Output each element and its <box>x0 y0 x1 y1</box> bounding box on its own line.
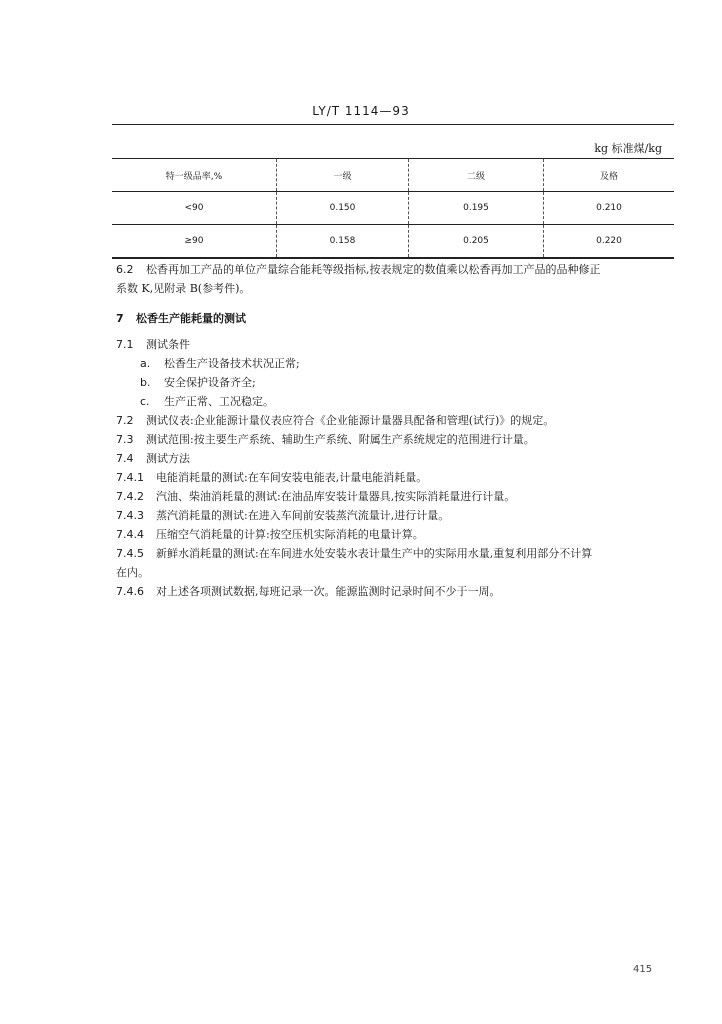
clause-number: 7.4.4 <box>116 528 144 541</box>
table-cell: 0.210 <box>544 192 675 225</box>
clause-7-1 <box>116 336 190 354</box>
clause-7-1-a <box>140 355 300 373</box>
energy-grade-table <box>112 159 674 259</box>
table-row <box>112 225 674 259</box>
clause-text: 汽油、柴油消耗量的测试:在油品库安装计量器具,按实际消耗量进行计量。 <box>156 490 516 503</box>
clause-7-4-5-cont <box>116 564 149 582</box>
clause-number: 7.4 <box>116 452 134 465</box>
column-header: 一级 <box>277 159 409 192</box>
paragraph-6-2-cont <box>116 280 250 298</box>
clause-text: 测试条件 <box>146 338 190 351</box>
clause-text: 在内。 <box>116 566 149 579</box>
paragraph-text: 系数 K,见附录 B(参考件)。 <box>116 282 251 295</box>
standard-code: LY/T 1114—93 <box>312 104 410 118</box>
clause-7-4 <box>116 450 190 468</box>
column-header: 及格 <box>544 159 675 192</box>
clause-number: 7.4.3 <box>116 509 144 522</box>
clause-text: 对上述各项测试数据,每班记录一次。能源监测时记录时间不少于一周。 <box>156 585 501 598</box>
table-cell: 0.150 <box>277 192 409 225</box>
clause-7-4-3 <box>116 507 449 525</box>
table-cell: ≥90 <box>112 225 277 259</box>
item-text: 生产正常、工况稳定。 <box>164 395 274 408</box>
table-cell: 0.158 <box>277 225 409 259</box>
clause-text: 测试仪表:企业能源计量仪表应符合《企业能源计量器具配备和管理(试行)》的规定。 <box>146 414 555 427</box>
clause-7-4-5 <box>116 545 592 563</box>
table-cell: 0.195 <box>409 192 544 225</box>
table-cell: <90 <box>112 192 277 225</box>
item-marker: c. <box>140 395 150 408</box>
table-header-row <box>112 159 674 192</box>
clause-text: 蒸汽消耗量的测试:在进入车间前安装蒸汽流量计,进行计量。 <box>156 509 450 522</box>
table-unit: kg 标准煤/kg <box>594 142 662 155</box>
column-header: 二级 <box>409 159 544 192</box>
clause-number: 7.4.1 <box>116 471 144 484</box>
clause-7-3 <box>116 431 535 449</box>
clause-7-1-c <box>140 393 274 411</box>
column-header: 特一级品率,% <box>112 159 277 192</box>
clause-text: 测试方法 <box>146 452 190 465</box>
clause-7-2 <box>116 412 554 430</box>
clause-text: 压缩空气消耗量的计算:按空压机实际消耗的电量计算。 <box>156 528 424 541</box>
clause-number: 7.4.2 <box>116 490 144 503</box>
clause-7-4-2 <box>116 488 515 506</box>
clause-text: 电能消耗量的测试:在车间安装电能表,计量电能消耗量。 <box>156 471 428 484</box>
item-marker: b. <box>140 376 151 389</box>
clause-7-4-1 <box>116 469 427 487</box>
table-cell: 0.220 <box>544 225 675 259</box>
paragraph-6-2 <box>116 261 601 279</box>
paragraph-text: 松香再加工产品的单位产量综合能耗等级指标,按表规定的数值乘以松香再加工产品的品种修正 <box>146 263 601 276</box>
clause-number: 7.4.5 <box>116 547 144 560</box>
clause-number: 7.3 <box>116 433 134 446</box>
item-marker: a. <box>140 357 151 370</box>
clause-7-4-6 <box>116 583 501 601</box>
header-rule <box>112 124 674 125</box>
table-cell: 0.205 <box>409 225 544 259</box>
clause-number: 7 <box>116 312 124 325</box>
clause-number: 7.2 <box>116 414 134 427</box>
clause-number: 7.1 <box>116 338 134 351</box>
section-title: 松香生产能耗量的测试 <box>136 312 246 325</box>
clause-7-4-4 <box>116 526 424 544</box>
table-row <box>112 192 674 225</box>
clause-text: 测试范围:按主要生产系统、辅助生产系统、附属生产系统规定的范围进行计量。 <box>146 433 535 446</box>
item-text: 松香生产设备技术状况正常; <box>164 357 300 370</box>
page-number: 415 <box>633 964 653 975</box>
clause-7-1-b <box>140 374 256 392</box>
section-7-heading <box>116 310 246 328</box>
clause-number: 7.4.6 <box>116 585 144 598</box>
clause-number: 6.2 <box>116 263 134 276</box>
clause-text: 新鲜水消耗量的测试:在车间进水处安装水表计量生产中的实际用水量,重复利用部分不计算 <box>156 547 593 560</box>
item-text: 安全保护设备齐全; <box>164 376 256 389</box>
